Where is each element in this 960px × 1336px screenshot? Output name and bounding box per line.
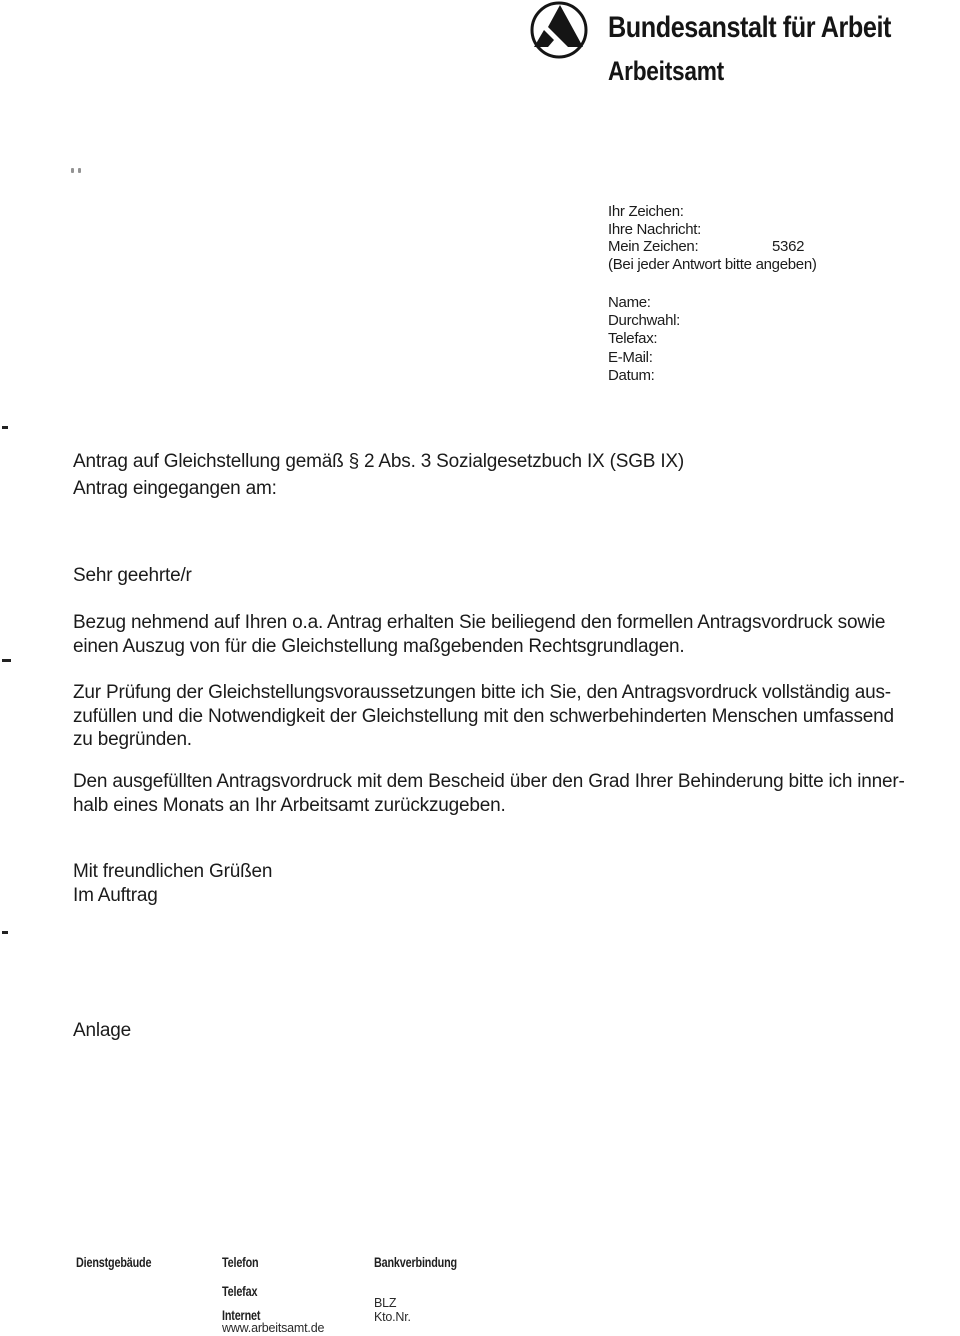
footer-telefon-heading: Telefon [222,1255,259,1270]
mein-zeichen-label: Mein Zeichen: [608,238,699,255]
paragraph-line: zu begründen. [73,729,192,750]
footer-blz-label: BLZ [374,1296,397,1310]
bundesanstalt-fuer-arbeit-logo-icon [527,1,591,64]
mein-zeichen-value: 5362 [772,238,805,255]
subject-line-2: Antrag eingegangen am: [73,478,277,499]
subject-block [73,448,684,502]
paragraph-line: zufüllen und die Notwendigkeit der Gleichstellung mit den schwerbehinderten Menschen umfassend [73,705,894,727]
paragraph-line: Den ausgefüllten Antragsvordruck mit dem Bescheid über den Grad Ihrer Behinderung bitte ich inner- [73,771,905,792]
paragraph-line: halb eines Monats an Ihr Arbeitsamt zurückzugeben. [73,794,506,816]
salutation: Sehr geehrte/r [73,565,192,586]
name-label: Name: [608,294,651,311]
subject-line-1: Antrag auf Gleichstellung gemäß § 2 Abs. 3 Sozialgesetzbuch IX (SGB IX) [73,451,685,472]
org-division: Arbeitsamt [608,56,724,86]
fold-mark-middle [2,659,11,662]
durchwahl-label: Durchwahl: [608,312,681,330]
contact-block [608,294,680,385]
paragraph-2 [73,681,894,752]
footer-dienstgebaeude-heading: Dienstgebäude [76,1255,152,1270]
reference-block [608,203,817,273]
email-label: E-Mail: [608,348,653,366]
scan-artifact-dot [71,168,74,173]
footer-telefax-heading: Telefax [222,1284,258,1299]
closing-block [73,860,272,908]
paragraph-line: einen Auszug von für die Gleichstellung maßgebenden Rechtsgrundlagen. [73,635,685,657]
paragraph-1 [73,611,885,658]
paragraph-3 [73,770,905,817]
enclosure-label: Anlage [73,1020,131,1041]
closing-im-auftrag: Im Auftrag [73,885,158,906]
fold-mark-bottom [2,931,8,934]
paragraph-line: Bezug nehmend auf Ihren o.a. Antrag erhalten Sie beiliegend den formellen Antragsvordruck sowie [73,612,886,633]
footer-ktonr-label: Kto.Nr. [374,1310,411,1324]
footer-internet-heading: Internet [222,1308,261,1323]
closing-greeting: Mit freundlichen Grüßen [73,861,273,882]
paragraph-line: Zur Prüfung der Gleichstellungsvoraussetzungen bitte ich Sie, den Antragsvordruck vollständig aus- [73,682,891,703]
mein-zeichen-row [608,238,817,256]
ihr-zeichen-label: Ihr Zeichen: [608,203,684,220]
ihre-nachricht-label: Ihre Nachricht: [608,220,702,238]
footer-website: www.arbeitsamt.de [222,1321,325,1335]
footer-bankverbindung-heading: Bankverbindung [374,1255,457,1270]
telefax-label: Telefax: [608,330,658,348]
datum-label: Datum: [608,366,655,384]
scan-artifact-dot [78,168,81,173]
fold-mark-top [2,426,8,429]
reference-note: (Bei jeder Antwort bitte angeben) [608,255,817,273]
org-name: Bundesanstalt für Arbeit [608,11,892,44]
